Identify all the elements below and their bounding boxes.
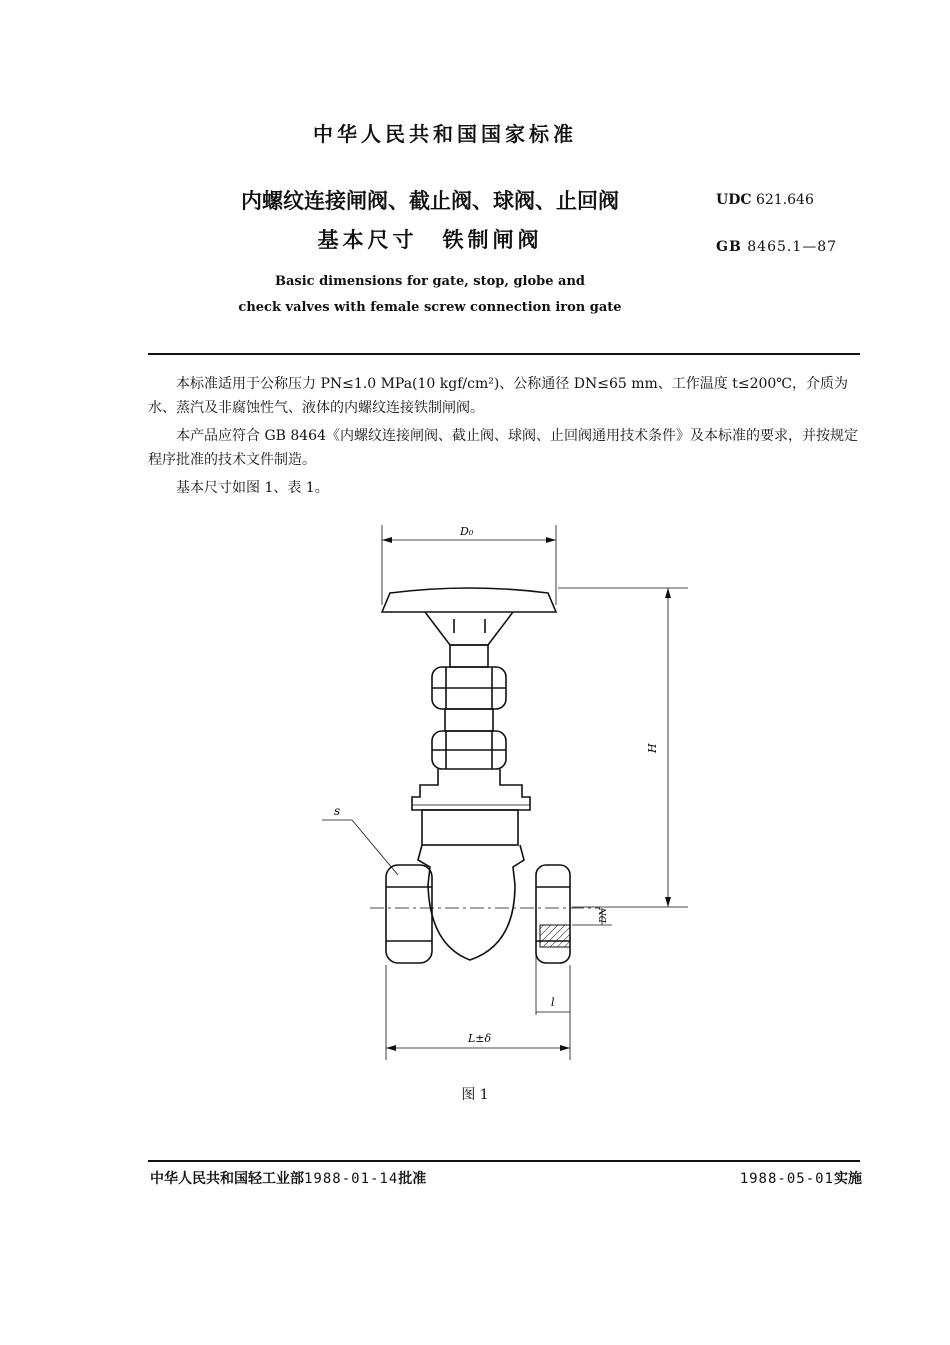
requirements-paragraph: 本产品应符合 GB 8464《内螺纹连接闸阀、截止阀、球阀、止回阀通用技术条件》及本标准的要求，并按规定程序批准的技术文件制造。	[148, 428, 858, 468]
gb-value: 8465.1—87	[747, 239, 838, 255]
right-end-hex	[536, 865, 570, 963]
english-title-line1: Basic dimensions for gate, stop, globe and	[274, 274, 585, 289]
document-title-line2: 基本尺寸 铁制闸阀	[317, 228, 543, 252]
thread-section	[540, 925, 570, 947]
top-divider	[148, 353, 860, 355]
bonnet	[412, 769, 530, 810]
s-leader	[322, 820, 398, 875]
approval-line	[150, 1168, 426, 1188]
udc-value: 621.646	[755, 192, 814, 208]
valve-body	[418, 845, 524, 960]
label-l-tolerance: L±δ	[468, 1032, 492, 1045]
approval-org: 中华人民共和国轻工业部	[150, 1171, 304, 1187]
label-h: H	[646, 743, 659, 753]
english-title-line2: check valves with female screw connection iron gate	[238, 300, 622, 315]
gb-number	[716, 239, 837, 255]
label-dn: DN	[599, 907, 609, 923]
udc-label: UDC	[716, 192, 752, 208]
document-title-line1: 内螺纹连接闸阀、截止阀、球阀、止回阀	[241, 189, 619, 213]
packing-neck	[445, 709, 493, 731]
stem	[450, 645, 488, 667]
label-l: l	[551, 996, 555, 1009]
national-standard-heading: 中华人民共和国国家标准	[313, 122, 577, 146]
handwheel	[382, 588, 556, 612]
left-end-hex	[386, 865, 432, 963]
figure-caption: 图 1	[461, 1087, 489, 1103]
label-s: s	[334, 804, 341, 818]
approval-date: 1988-01-14	[304, 1171, 399, 1187]
effective-date: 1988-05-01	[739, 1171, 834, 1187]
reference-paragraph: 基本尺寸如图 1、表 1。	[176, 480, 329, 496]
scope-paragraph: 本标准适用于公称压力 PN≤1.0 MPa(10 kgf/cm²)、公称通径 DN≤65 mm、工作温度 t≤200℃，介质为水、蒸汽及非腐蚀性气、液体的内螺纹连接铁制闸阀。	[148, 376, 848, 416]
bonnet-flange	[422, 810, 518, 845]
gb-label: GB	[716, 239, 742, 255]
udc-code	[716, 192, 814, 208]
handwheel-hub	[425, 612, 513, 645]
effective-line	[740, 1168, 862, 1188]
approval-suffix: 批准	[398, 1171, 427, 1187]
effective-suffix: 实施	[834, 1171, 862, 1187]
bottom-divider	[148, 1160, 860, 1162]
label-d0: D₀	[460, 525, 474, 538]
gate-valve-drawing	[310, 515, 710, 1070]
